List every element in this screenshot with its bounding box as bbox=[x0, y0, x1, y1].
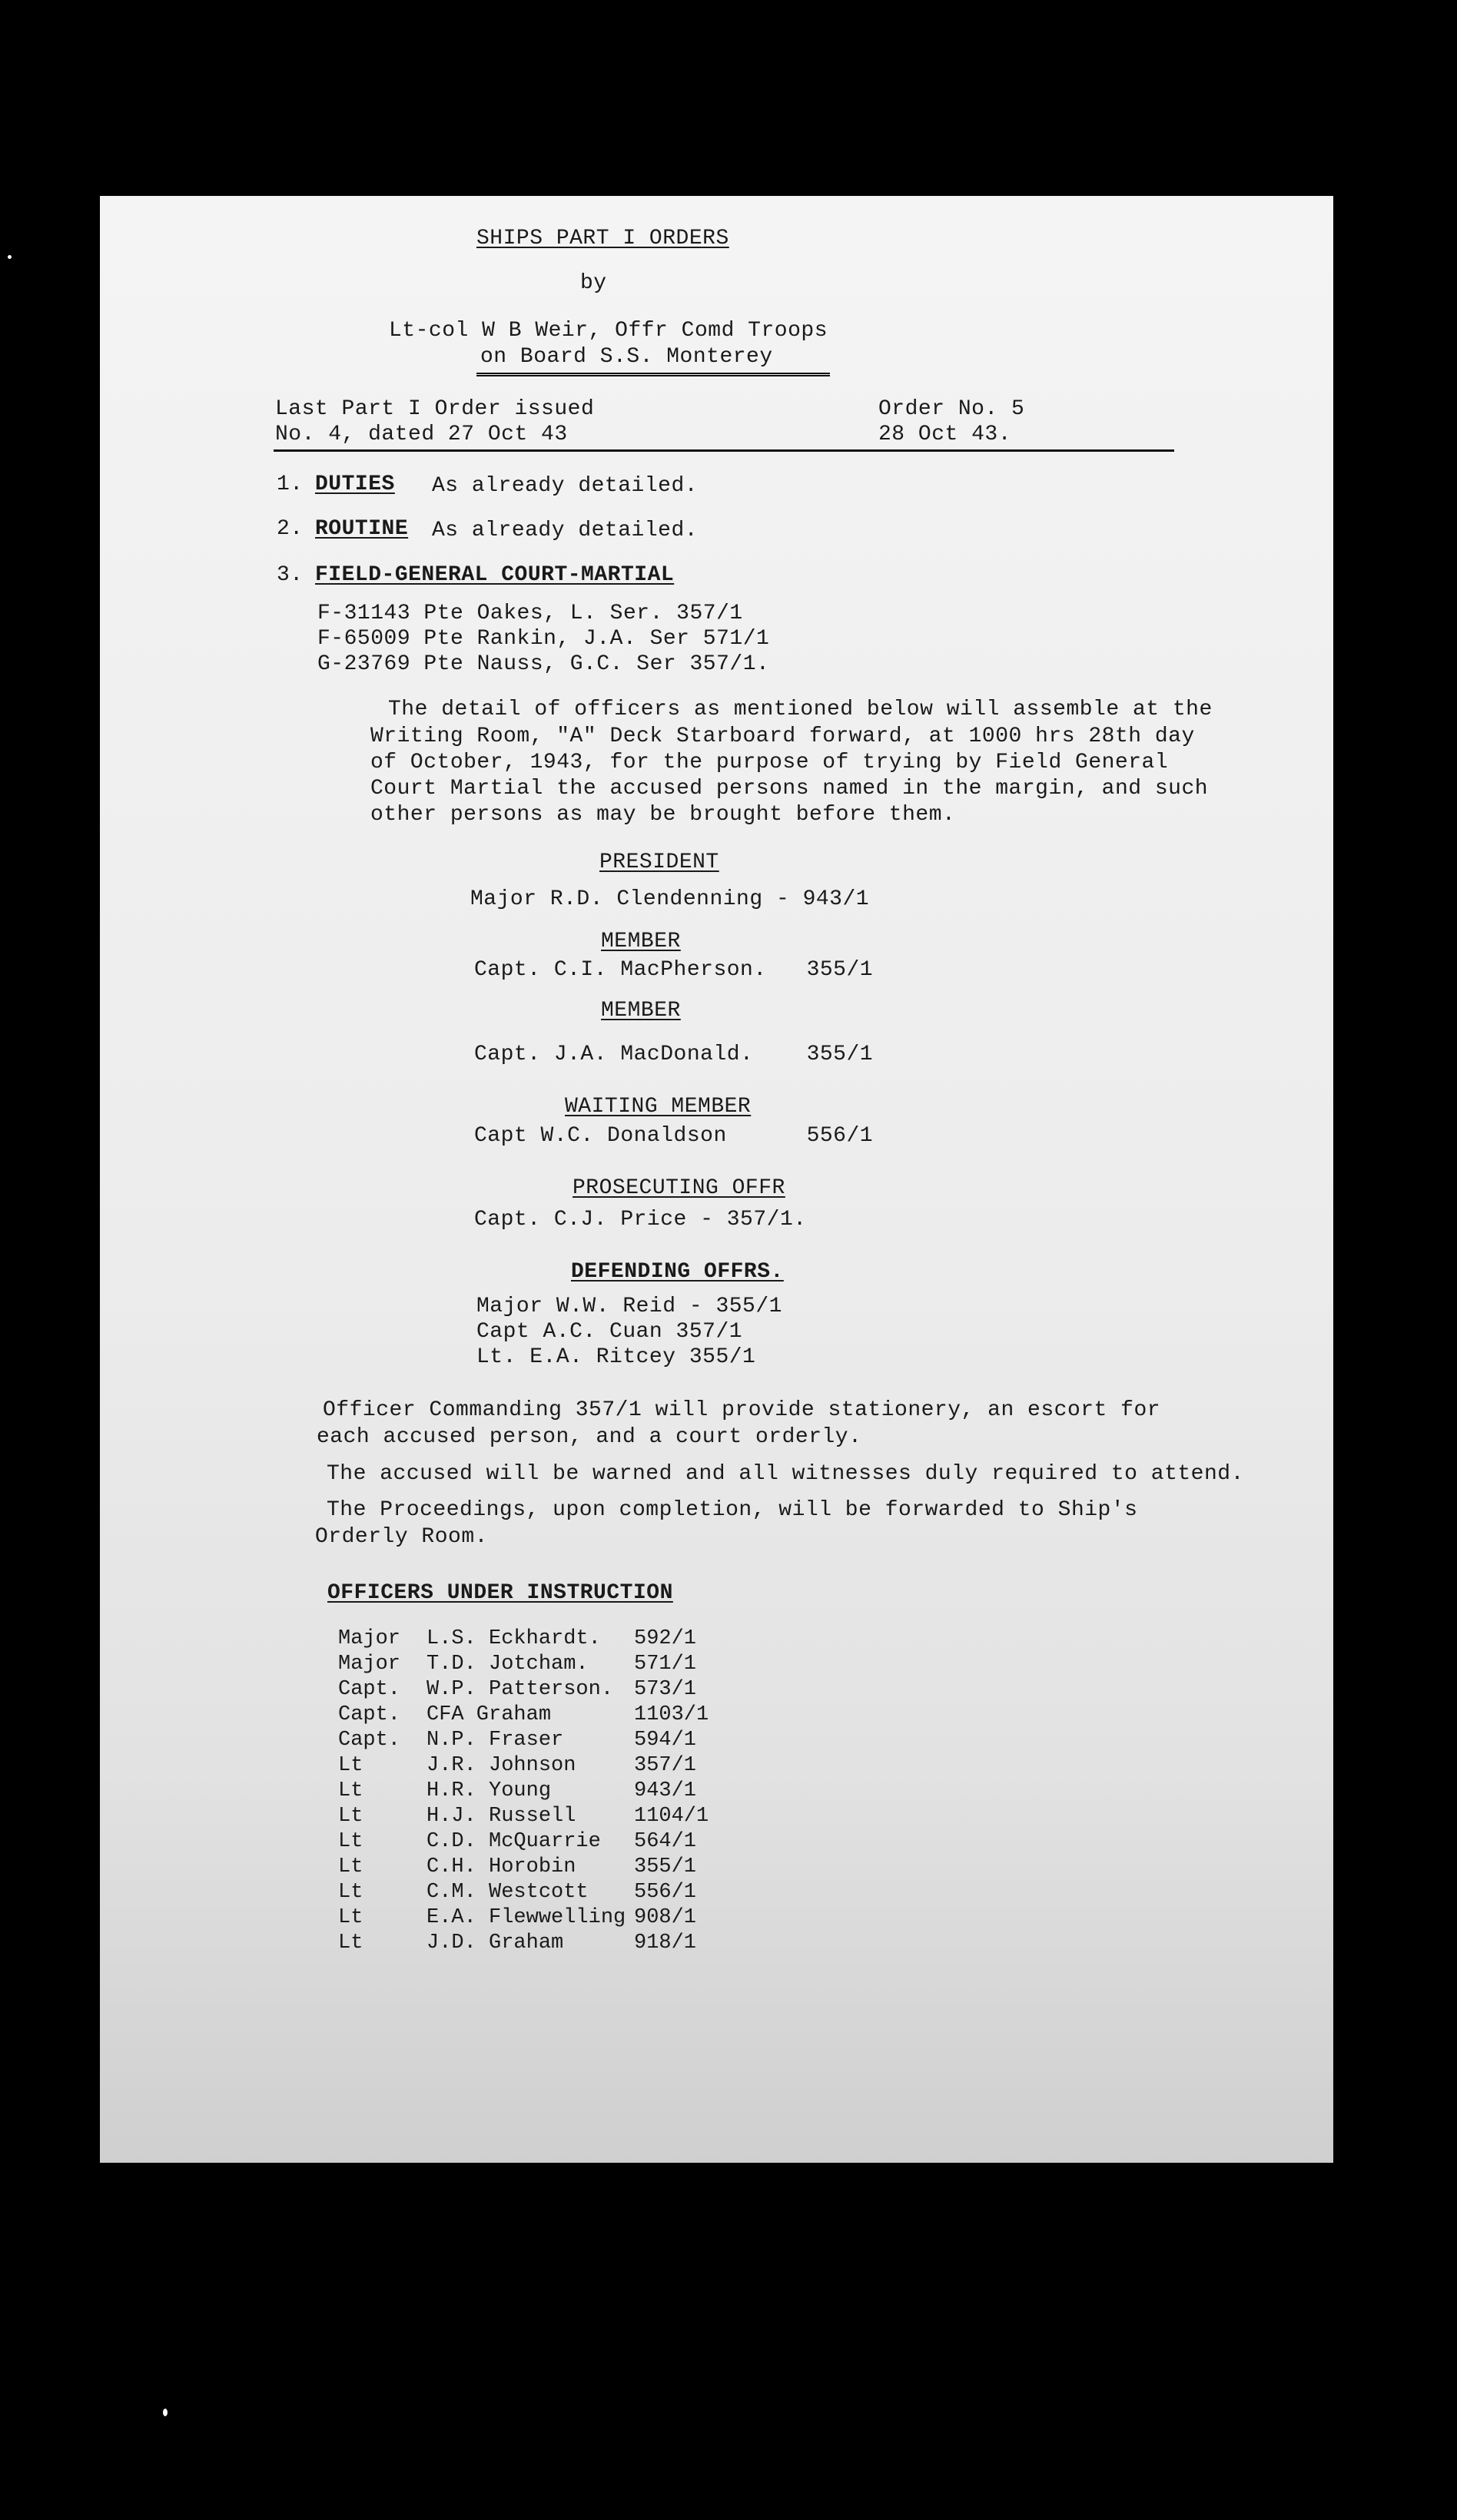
officer-rank: Lt bbox=[338, 1855, 363, 1878]
officer-unit: 594/1 bbox=[634, 1729, 697, 1752]
officer-name: C.M. Westcott bbox=[426, 1881, 589, 1904]
scan-speck bbox=[8, 255, 12, 259]
prosecuting-name: Capt. C.J. Price - 357/1. bbox=[474, 1208, 807, 1232]
instruction-line: Orderly Room. bbox=[315, 1525, 488, 1549]
scan-speck bbox=[163, 2409, 168, 2416]
instruction-line: Officer Commanding 357/1 will provide stationery, an escort for bbox=[323, 1398, 1161, 1422]
last-order-line-2: No. 4, dated 27 Oct 43 bbox=[275, 423, 568, 446]
officer-unit: 908/1 bbox=[634, 1906, 697, 1929]
fgcm-heading: FIELD-GENERAL COURT-MARTIAL bbox=[315, 563, 675, 587]
member-label: MEMBER bbox=[601, 999, 681, 1023]
officer-unit: 943/1 bbox=[634, 1779, 697, 1802]
detail-paragraph-line: Court Martial the accused persons named in the margin, and such bbox=[370, 777, 1209, 801]
officer-name: C.D. McQuarrie bbox=[426, 1830, 601, 1853]
order-rule bbox=[274, 449, 1174, 452]
order-number: Order No. 5 bbox=[878, 397, 1025, 421]
waiting-member-name: Capt W.C. Donaldson 556/1 bbox=[474, 1124, 874, 1148]
officer-name: H.J. Russell bbox=[426, 1805, 576, 1828]
header-underline bbox=[476, 373, 830, 376]
issuer-line-2: on Board S.S. Monterey bbox=[480, 345, 773, 369]
detail-paragraph-line: The detail of officers as mentioned below will assemble at the bbox=[388, 698, 1213, 721]
officer-name: H.R. Young bbox=[426, 1779, 552, 1802]
officer-name: W.P. Patterson. bbox=[426, 1678, 614, 1701]
waiting-member-label: WAITING MEMBER bbox=[565, 1095, 752, 1119]
officer-unit: 564/1 bbox=[634, 1830, 697, 1853]
officer-unit: 355/1 bbox=[634, 1855, 697, 1878]
member-name: Capt. J.A. MacDonald. 355/1 bbox=[474, 1043, 874, 1066]
prosecuting-label: PROSECUTING OFFR bbox=[573, 1176, 785, 1200]
routine-text: As already detailed. bbox=[432, 519, 699, 542]
detail-paragraph-line: of October, 1943, for the purpose of trying by Field General bbox=[370, 751, 1169, 774]
defending-name: Lt. E.A. Ritcey 355/1 bbox=[476, 1345, 756, 1369]
officer-unit: 573/1 bbox=[634, 1678, 697, 1701]
duties-heading: DUTIES bbox=[315, 472, 395, 496]
accused-entry: G-23769 Pte Nauss, G.C. Ser 357/1. bbox=[317, 652, 770, 676]
officers-under-instruction-heading: OFFICERS UNDER INSTRUCTION bbox=[327, 1581, 673, 1605]
officer-name: J.D. Graham bbox=[426, 1931, 564, 1955]
president-label: PRESIDENT bbox=[599, 850, 719, 874]
officer-unit: 592/1 bbox=[634, 1627, 697, 1650]
officer-rank: Lt bbox=[338, 1754, 363, 1777]
officer-name: C.H. Horobin bbox=[426, 1855, 576, 1878]
officer-rank: Capt. bbox=[338, 1678, 401, 1701]
defending-label: DEFENDING OFFRS. bbox=[571, 1260, 784, 1284]
president-name: Major R.D. Clendenning - 943/1 bbox=[470, 887, 870, 911]
defending-name: Major W.W. Reid - 355/1 bbox=[476, 1295, 782, 1318]
officer-name: L.S. Eckhardt. bbox=[426, 1627, 601, 1650]
accused-entry: F-31143 Pte Oakes, L. Ser. 357/1 bbox=[317, 602, 743, 625]
officer-rank: Lt bbox=[338, 1931, 363, 1955]
detail-paragraph-line: other persons as may be brought before them. bbox=[370, 803, 956, 827]
officer-rank: Capt. bbox=[338, 1729, 401, 1752]
officer-unit: 357/1 bbox=[634, 1754, 697, 1777]
member-label: MEMBER bbox=[601, 930, 681, 953]
officer-rank: Capt. bbox=[338, 1703, 401, 1726]
officer-unit: 1104/1 bbox=[634, 1805, 709, 1828]
duties-text: As already detailed. bbox=[432, 474, 699, 498]
officer-name: CFA Graham bbox=[426, 1703, 552, 1726]
officer-name: J.R. Johnson bbox=[426, 1754, 576, 1777]
member-name: Capt. C.I. MacPherson. 355/1 bbox=[474, 958, 874, 982]
officer-rank: Major bbox=[338, 1653, 401, 1676]
last-order-line-1: Last Part I Order issued bbox=[275, 397, 595, 421]
officer-unit: 556/1 bbox=[634, 1881, 697, 1904]
issuer-line-1: Lt-col W B Weir, Offr Comd Troops bbox=[389, 319, 828, 343]
detail-paragraph-line: Writing Room, "A" Deck Starboard forward, at 1000 hrs 28th day bbox=[370, 724, 1195, 748]
instruction-line: The accused will be warned and all witnesses duly required to attend. bbox=[327, 1462, 1244, 1486]
officer-rank: Lt bbox=[338, 1881, 363, 1904]
defending-name: Capt A.C. Cuan 357/1 bbox=[476, 1320, 743, 1344]
officers-list bbox=[338, 1626, 734, 1956]
officer-name: N.P. Fraser bbox=[426, 1729, 564, 1752]
officer-rank: Major bbox=[338, 1627, 401, 1650]
officer-rank: Lt bbox=[338, 1805, 363, 1828]
fgcm-number: 3. bbox=[277, 563, 304, 587]
officer-rank: Lt bbox=[338, 1906, 363, 1929]
accused-entry: F-65009 Pte Rankin, J.A. Ser 571/1 bbox=[317, 627, 770, 651]
document-title: SHIPS PART I ORDERS bbox=[476, 227, 729, 250]
officer-rank: Lt bbox=[338, 1830, 363, 1853]
order-date: 28 Oct 43. bbox=[878, 423, 1012, 446]
officer-unit: 1103/1 bbox=[634, 1703, 709, 1726]
officer-name: E.A. Flewwelling bbox=[426, 1906, 626, 1929]
routine-heading: ROUTINE bbox=[315, 517, 409, 541]
officer-unit: 918/1 bbox=[634, 1931, 697, 1955]
instruction-line: The Proceedings, upon completion, will be forwarded to Ship's bbox=[327, 1498, 1138, 1522]
officer-rank: Lt bbox=[338, 1779, 363, 1802]
instruction-line: each accused person, and a court orderly. bbox=[317, 1425, 862, 1449]
by-line: by bbox=[580, 271, 607, 295]
officer-name: T.D. Jotcham. bbox=[426, 1653, 589, 1676]
routine-number: 2. bbox=[277, 517, 304, 541]
officer-unit: 571/1 bbox=[634, 1653, 697, 1676]
duties-number: 1. bbox=[277, 472, 304, 496]
document-page bbox=[100, 196, 1333, 2163]
